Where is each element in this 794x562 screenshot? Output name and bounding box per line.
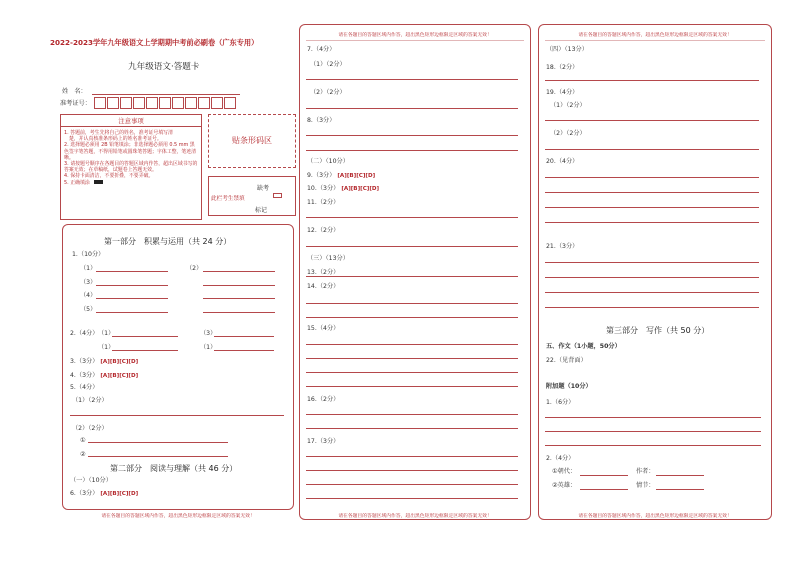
q7-sub2-answer[interactable]: [306, 108, 518, 109]
q12-answer-1[interactable]: [306, 246, 518, 247]
ticket-number-grid[interactable]: [94, 97, 240, 109]
q2-sub2-answer[interactable]: [214, 336, 274, 337]
q20-answer-2[interactable]: [545, 192, 759, 193]
plot-label: 情节：: [636, 482, 655, 489]
q1-sub5b-answer[interactable]: [203, 312, 275, 313]
section1-title: 第一部分 积累与运用（共 24 分）: [104, 237, 232, 246]
q14-answer-2[interactable]: [306, 317, 518, 318]
q10-label: 10.（3分） [A][B][C][D]: [307, 185, 380, 192]
column2-footer-warning: 请在各题目的答题区域内作答，超出黑色矩形边框限定区域的答案无效！: [338, 514, 492, 519]
barcode-area: [208, 114, 296, 168]
q19-sub2-answer[interactable]: [545, 149, 759, 150]
q18-label: 18.（2分）: [546, 64, 579, 71]
q13-label: 13.（2分）: [307, 269, 340, 276]
absent-mark-box: [208, 176, 296, 216]
q7-sub1-answer[interactable]: [306, 79, 518, 80]
reading-part1-label: （一）（10分）: [70, 477, 112, 484]
q17-answer-3[interactable]: [306, 484, 518, 485]
q18-answer-1[interactable]: [545, 80, 759, 81]
q8-answer-1[interactable]: [306, 135, 518, 136]
q6-options[interactable]: [A][B][C][D]: [100, 491, 139, 497]
hero-label: ②英雄：: [552, 482, 577, 489]
q5-label: 5.（4分）: [70, 384, 99, 391]
q3-label: 3.（3分） [A][B][C][D]: [70, 358, 139, 365]
q21-answer-4[interactable]: [545, 307, 759, 308]
q15-answer-2[interactable]: [306, 358, 518, 359]
reading-part2-label: （二）（10分）: [307, 158, 349, 165]
q15-answer-3[interactable]: [306, 372, 518, 373]
q17-answer-4[interactable]: [306, 498, 518, 499]
dynasty-answer[interactable]: [580, 475, 628, 476]
name-label: 姓 名：: [62, 88, 87, 95]
q1-sub1-label: （1）: [80, 265, 97, 272]
q5-circle1-label: ①: [80, 437, 86, 444]
q5-sub2-label: （2）（2分）: [72, 425, 108, 432]
q20-answer-3[interactable]: [545, 207, 759, 208]
q5-sub1-label: （1）（2分）: [72, 397, 108, 404]
hero-answer[interactable]: [580, 489, 628, 490]
column2-header-warning: 请在各题目的答题区域内作答，超出黑色矩形边框限定区域的答案无效！: [338, 33, 492, 38]
barcode-area-label: 贴条形码区: [232, 136, 272, 145]
ticket-number-label: 准考证号：: [60, 100, 91, 107]
q15-answer-4[interactable]: [306, 386, 518, 387]
column1-footer-warning: 请在各题目的答题区域内作答，超出黑色矩形边框限定区域的答案无效！: [101, 514, 255, 519]
q19-sub1-label: （1）（2分）: [550, 102, 586, 109]
q1-sub3-label: （3）: [80, 279, 97, 286]
q16-answer-2[interactable]: [306, 428, 518, 429]
name-field[interactable]: [92, 94, 240, 95]
q16-label: 16.（2分）: [307, 396, 340, 403]
bonus-section-label: 附加题（10分）: [546, 383, 592, 390]
q1-sub3-answer[interactable]: [96, 285, 168, 286]
q1-sub5-label: （5）: [80, 306, 97, 313]
absent-mark-bottom: 标记: [255, 207, 268, 214]
q17-answer-1[interactable]: [306, 456, 518, 457]
q1-sub4b-answer[interactable]: [203, 298, 275, 299]
q19-sub1-answer[interactable]: [545, 120, 759, 121]
dynasty-label: ①朝代：: [552, 468, 577, 475]
q4-label: 4.（3分） [A][B][C][D]: [70, 372, 139, 379]
q20-label: 20.（4分）: [546, 158, 579, 165]
q5-sub1-answer[interactable]: [70, 415, 284, 416]
q20-answer-4[interactable]: [545, 222, 759, 223]
bonus-q1-answer-1[interactable]: [545, 417, 761, 418]
q2-sub1-label: （1）: [98, 330, 115, 337]
q19-label: 19.（4分）: [546, 89, 579, 96]
column3-footer-warning: 请在各题目的答题区域内作答，超出黑色矩形边框限定区域的答案无效！: [578, 514, 732, 519]
section3-title: 第三部分 写作（共 50 分）: [606, 326, 710, 335]
q2-sub3-answer[interactable]: [112, 350, 178, 351]
q7-sub2-label: （2）（2分）: [310, 89, 346, 96]
q17-label: 17.（3分）: [307, 438, 340, 445]
q4-options[interactable]: [A][B][C][D]: [100, 373, 139, 379]
q13-answer-1[interactable]: [306, 276, 518, 277]
reading-part3-label: （三）（13分）: [307, 255, 349, 262]
q8-label: 8.（3分）: [307, 117, 336, 124]
q1-sub1-answer[interactable]: [96, 271, 168, 272]
q20-answer-1[interactable]: [545, 177, 759, 178]
absent-note: 此栏考生禁填: [211, 196, 245, 202]
author-answer[interactable]: [656, 475, 704, 476]
q5-circle2-label: ②: [80, 451, 86, 458]
q5-circle2-answer[interactable]: [88, 456, 228, 457]
q15-label: 15.（4分）: [307, 325, 340, 332]
q1-label: 1.（10分）: [72, 251, 105, 258]
answer-card-title: 九年级语文·答题卡: [128, 62, 200, 72]
q2-label: 2.（4分）: [70, 330, 99, 337]
q22-label: 22.（见背面）: [546, 357, 587, 364]
q21-label: 21.（3分）: [546, 243, 579, 250]
notice-box: [60, 114, 202, 220]
reading-part4-label: （四）（13分）: [546, 46, 588, 53]
q10-options[interactable]: [A][B][C][D]: [341, 186, 380, 192]
absent-checkbox[interactable]: [273, 193, 282, 198]
plot-answer[interactable]: [656, 489, 704, 490]
bonus-q2-label: 2.（4分）: [546, 455, 575, 462]
q2-sub2-label: （3）: [200, 330, 217, 337]
notice-title: 注意事项: [61, 115, 201, 127]
bonus-q1-answer-2[interactable]: [545, 431, 761, 432]
q1-sub4-label: （4）: [80, 292, 97, 299]
essay-label: 五、作文（1小题，50分）: [546, 343, 621, 350]
q15-answer-1[interactable]: [306, 344, 518, 345]
filled-sample-mark: [94, 180, 103, 184]
column3-header-warning: 请在各题目的答题区域内作答，超出黑色矩形边框限定区域的答案无效！: [578, 33, 732, 38]
notice-item-5: 5. 正确填涂: [64, 179, 90, 186]
q6-label: 6.（3分） [A][B][C][D]: [70, 490, 139, 497]
q5-circle1-answer[interactable]: [88, 442, 228, 443]
notice-item-4: 4. 保持卡面清洁，不要折叠，不要弄破。: [64, 173, 154, 180]
q21-answer-3[interactable]: [545, 292, 759, 293]
notice-item-1b: 楚，并认真核准条形码上的姓名准考证号。: [64, 136, 162, 143]
exam-title: 2022-2023学年九年级语文上学期期中考前必刷卷（广东专用）: [50, 38, 259, 47]
q2-sub3-label: （1）: [98, 344, 115, 351]
absent-mark-top: 缺考: [257, 185, 270, 192]
q1-sub5-answer[interactable]: [96, 312, 168, 313]
q16-answer-1[interactable]: [306, 414, 518, 415]
q9-label: 9.（3分） [A][B][C][D]: [307, 172, 376, 179]
section2-title: 第二部分 阅读与理解（共 46 分）: [110, 464, 238, 473]
q11-answer-1[interactable]: [306, 217, 518, 218]
q14-label: 14.（2分）: [307, 283, 340, 290]
q11-label: 11.（2分）: [307, 199, 340, 206]
q1-sub2-label: （2）: [186, 265, 203, 272]
notice-item-3: 3. 请按题号顺序在各题目的答题区域内作答，超出区域书写的答案无效；在草稿纸，试题卷上答题无效。: [64, 161, 198, 174]
notice-item-2: 2. 选择题必须用 2B 铅笔填涂；非选择题必须用 0.5 mm 黑色签字笔答题，不得用铅笔或圆珠笔答题；字体工整，笔迹清晰。: [64, 142, 197, 161]
q1-sub3b-answer[interactable]: [203, 285, 275, 286]
bonus-q1-label: 1.（6分）: [546, 399, 575, 406]
q8-answer-2[interactable]: [306, 150, 518, 151]
q2-sub4-label: （1）: [200, 344, 217, 351]
q2-sub4-answer[interactable]: [214, 350, 274, 351]
q9-options[interactable]: [A][B][C][D]: [337, 173, 376, 179]
q21-answer-1[interactable]: [545, 262, 759, 263]
q1-sub4-answer[interactable]: [96, 298, 168, 299]
q17-answer-2[interactable]: [306, 470, 518, 471]
q3-options[interactable]: [A][B][C][D]: [100, 359, 139, 365]
author-label: 作者：: [636, 468, 655, 475]
q1-sub2-answer[interactable]: [203, 271, 275, 272]
q19-sub2-label: （2）（2分）: [550, 130, 586, 137]
bonus-q1-answer-3[interactable]: [545, 445, 761, 446]
q7-label: 7.（4分）: [307, 46, 336, 53]
q7-sub1-label: （1）（2分）: [310, 61, 346, 68]
q12-label: 12.（2分）: [307, 227, 340, 234]
q21-answer-2[interactable]: [545, 277, 759, 278]
q14-answer-1[interactable]: [306, 303, 518, 304]
notice-item-1: 1. 答题前，考生先将自己的姓名，准考证号填写清: [64, 130, 173, 136]
q2-sub1-answer[interactable]: [112, 336, 178, 337]
